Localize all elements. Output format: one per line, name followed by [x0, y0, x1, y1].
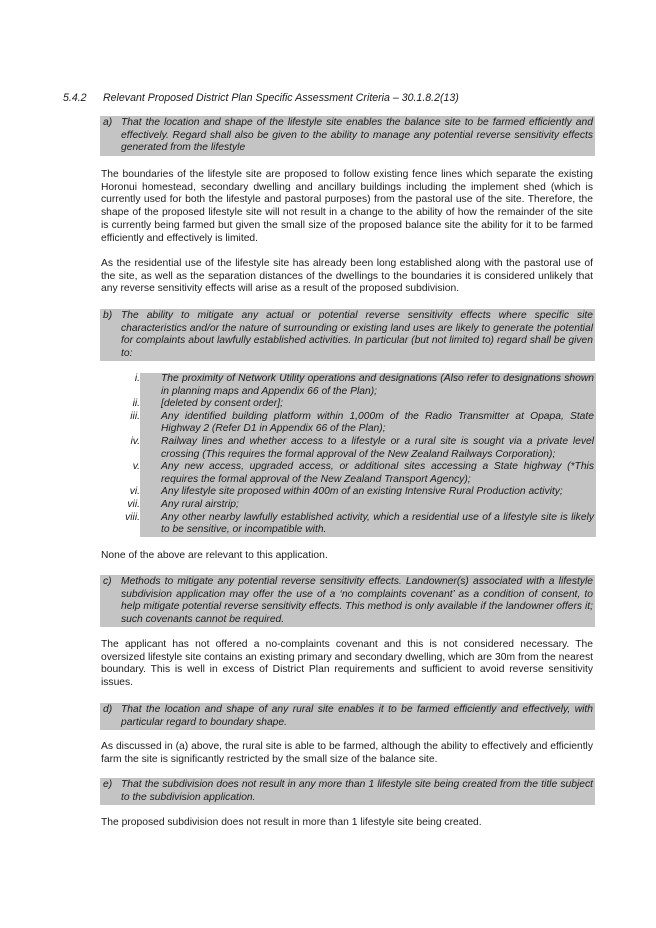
paragraph-one-lifestyle-site: The proposed subdivision does not result in more than 1 lifestyle site being created.	[101, 817, 482, 828]
criterion-a-text: That the location and shape of the lifestyle site enables the balance site to be farmed efficiently and effectively. Regard shall also be given to the ability to manage any potential reverse sensitivity effects generated from the lifestyle	[121, 117, 593, 154]
criterion-d-label: d)	[103, 704, 113, 715]
criterion-e-text: That the subdivision does not result in any more than 1 lifestyle site being created from the title subject to the subdivision application.	[121, 779, 593, 803]
section-heading	[63, 92, 459, 104]
subitem-number: vii.	[127, 498, 140, 510]
section-title: Relevant Proposed District Plan Specific Assessment Criteria – 30.1.8.2(13)	[103, 92, 459, 104]
subitem	[100, 398, 596, 411]
subitem-text: Any new access, upgraded access, or additional sites accessing a State highway (*This requires the formal approval of the New Zealand Transport Agency);	[140, 461, 596, 486]
subitem-number: i.	[134, 373, 140, 384]
paragraph-covenant: The applicant has not offered a no-complaints covenant and this is not considered necessary. The oversized lifestyle site contains an existing primary and secondary dwelling, which are 30m from the nearest boundary. This is well in excess of District Plan requirements and sufficient to avoid reverse sensitivity issues.	[101, 639, 593, 689]
subitem	[100, 499, 596, 512]
criterion-b-label: b)	[103, 310, 113, 321]
criterion-b-subitems	[100, 373, 596, 537]
subitem-text: The proximity of Network Utility operations and designations (Also refer to designations shown in planning maps and Appendix 66 of the Plan);	[140, 373, 596, 398]
subitem-number: viii.	[125, 511, 140, 523]
subitem	[100, 411, 596, 436]
subitem	[100, 512, 596, 537]
criterion-e-label: e)	[103, 779, 113, 790]
subitem-number: iv.	[130, 435, 140, 447]
subitem	[100, 373, 596, 398]
subitem-text: Any identified building platform within 1,000m of the Radio Transmitter at Opapa, State Highway 2 (Refer D1 in Appendix 66 of the Plan);	[140, 411, 596, 436]
paragraph-rural-site: As discussed in (a) above, the rural site is able to be farmed, although the ability to effectively and efficiently farm the site is significantly restricted by the small size of the balance site.	[101, 741, 593, 765]
paragraph-not-relevant: None of the above are relevant to this application.	[101, 550, 328, 561]
subitem-number: v.	[132, 461, 140, 473]
paragraph-residential-use: As the residential use of the lifestyle site has already been long established along with the pastoral use of the site, as well as the separation distances of the dwellings to the boundaries it is considered unlikely that any reverse sensitivity effects will arise as a result of the proposed subdivision.	[101, 258, 593, 295]
criterion-b	[100, 309, 595, 361]
paragraph-shape-of-site: The boundaries of the lifestyle site are proposed to follow existing fence lines which separate the existing Horonui homestead, secondary dwelling and ancillary buildings including the implement shed (which is currently used for both the lifestyle and pastoral purposes) from the pastoral use of the site. Therefore, the shape of the proposed lifestyle site will not result in a change to the ability of how the remainder of the site is currently being farmed but given the small size of the proposed balance site the ability for it to be farmed efficiently and effectively is limited.	[101, 169, 593, 244]
subitem-text: Any rural airstrip;	[140, 499, 596, 512]
criterion-c-label: c)	[103, 576, 112, 587]
subitem	[100, 436, 596, 461]
section-number: 5.4.2	[63, 92, 87, 104]
subitem	[100, 486, 596, 499]
subitem-number: iii.	[130, 410, 140, 422]
subitem	[100, 461, 596, 486]
criterion-a-label: a)	[103, 117, 113, 128]
criterion-d	[100, 703, 595, 730]
subitem-text: Railway lines and whether access to a lifestyle or a rural site is sought via a private level crossing (This requires the formal approval of the New Zealand Railways Corporation);	[140, 436, 596, 461]
criterion-e	[100, 778, 595, 805]
subitem-text: [deleted by consent order];	[140, 398, 596, 411]
subitem-number: ii.	[132, 398, 140, 410]
criterion-c	[100, 575, 595, 627]
criterion-b-text: The ability to mitigate any actual or potential reverse sensitivity effects where specific site characteristics and/or the nature of surrounding or existing land uses are likely to generate the potential for complaints about lawfully established activities. In particular (but not limited to) regard shall be given to:	[121, 310, 593, 359]
criterion-c-text: Methods to mitigate any potential reverse sensitivity effects. Landowner(s) associated with a lifestyle subdivision application may offer the use of a ‘no complaints covenant’ as a condition of consent, to help mitigate potential reverse sensitivity effects. This method is only available if the landowner offers it; such covenants cannot be required.	[121, 576, 593, 625]
subitem-text: Any other nearby lawfully established activity, which a residential use of a lifestyle site is likely to be sensitive, or incompatible with.	[140, 512, 596, 537]
subitem-number: vi.	[129, 486, 140, 498]
criterion-d-text: That the location and shape of any rural site enables it to be farmed efficiently and effectively, with particular regard to boundary shape.	[121, 704, 593, 728]
criterion-a	[100, 116, 595, 156]
subitem-text: Any lifestyle site proposed within 400m of an existing Intensive Rural Production activity;	[140, 486, 596, 499]
